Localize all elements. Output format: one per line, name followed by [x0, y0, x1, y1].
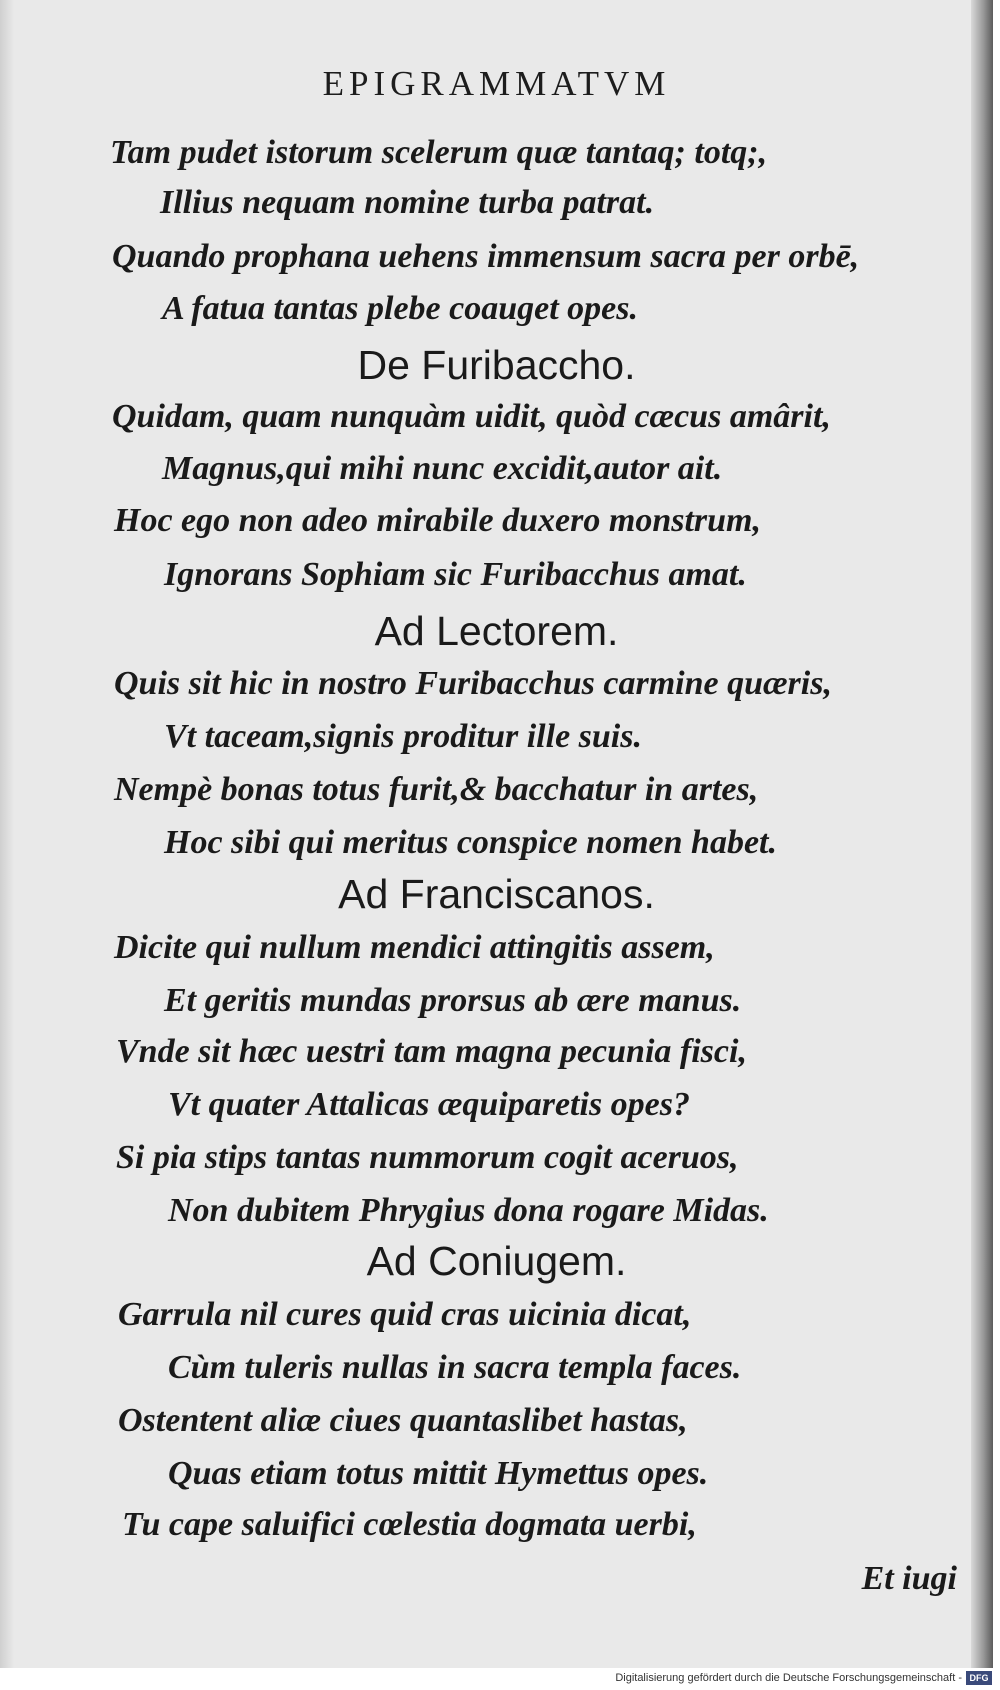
verse-line: A fatua tantas plebe coauget opes.: [162, 290, 638, 327]
verse-line: Vnde sit hæc uestri tam magna pecunia fisci,: [116, 1033, 747, 1070]
verse-line: Quando prophana uehens immensum sacra per orbē,: [112, 238, 860, 275]
verse-line: Vt quater Attalicas æquiparetis opes?: [168, 1086, 691, 1123]
verse-line: Cùm tuleris nullas in sacra templa faces.: [168, 1349, 742, 1386]
dfg-logo-icon: DFG: [966, 1671, 992, 1685]
verse-line: Garrula nil cures quid cras uicinia dicat,: [118, 1296, 692, 1333]
verse-line: Tam pudet istorum scelerum quæ tantaq; totq;,: [110, 134, 768, 171]
verse-line: Et geritis mundas prorsus ab ære manus.: [164, 982, 742, 1019]
poem-title: De Furibaccho.: [357, 342, 636, 388]
funding-credit: Digitalisierung gefördert durch die Deutsche Forschungsgemeinschaft -: [615, 1672, 962, 1684]
verse-line: Tu cape saluifici cœlestia dogmata uerbi,: [122, 1506, 697, 1543]
book-spine-shadow: [971, 0, 993, 1668]
verse-line: Magnus,qui mihi nunc excidit,autor ait.: [162, 450, 723, 487]
digitization-footer: [0, 1668, 1000, 1690]
verse-line: Ignorans Sophiam sic Furibacchus amat.: [164, 556, 747, 593]
page-left-edge: [0, 0, 14, 1668]
verse-line: Si pia stips tantas nummorum cogit aceruos,: [116, 1139, 739, 1176]
verse-line: Dicite qui nullum mendici attingitis assem,: [114, 929, 715, 966]
verse-line: Quas etiam totus mittit Hymettus opes.: [168, 1455, 709, 1492]
poem-title: Ad Coniugem.: [366, 1238, 627, 1284]
verse-line: Hoc ego non adeo mirabile duxero monstrum,: [114, 502, 761, 539]
verse-line: Nempè bonas totus furit,& bacchatur in artes,: [114, 771, 759, 808]
verse-line: Illius nequam nomine turba patrat.: [160, 184, 655, 221]
verse-line: Vt taceam,signis proditur ille suis.: [164, 718, 642, 755]
verse-line: Quidam, quam nunquàm uidit, quòd cæcus amârit,: [112, 398, 831, 435]
running-head: EPIGRAMMATVM: [322, 64, 671, 103]
verse-line: Hoc sibi qui meritus conspice nomen habet.: [164, 824, 777, 861]
poem-title: Ad Franciscanos.: [338, 871, 655, 917]
verse-line: Quis sit hic in nostro Furibacchus carmine quæris,: [114, 665, 832, 702]
poem-title: Ad Lectorem.: [374, 608, 619, 654]
catchword: Et iugi: [861, 1560, 957, 1597]
verse-line: Ostentent aliæ ciues quantaslibet hastas,: [118, 1402, 688, 1439]
verse-line: Non dubitem Phrygius dona rogare Midas.: [168, 1192, 769, 1229]
